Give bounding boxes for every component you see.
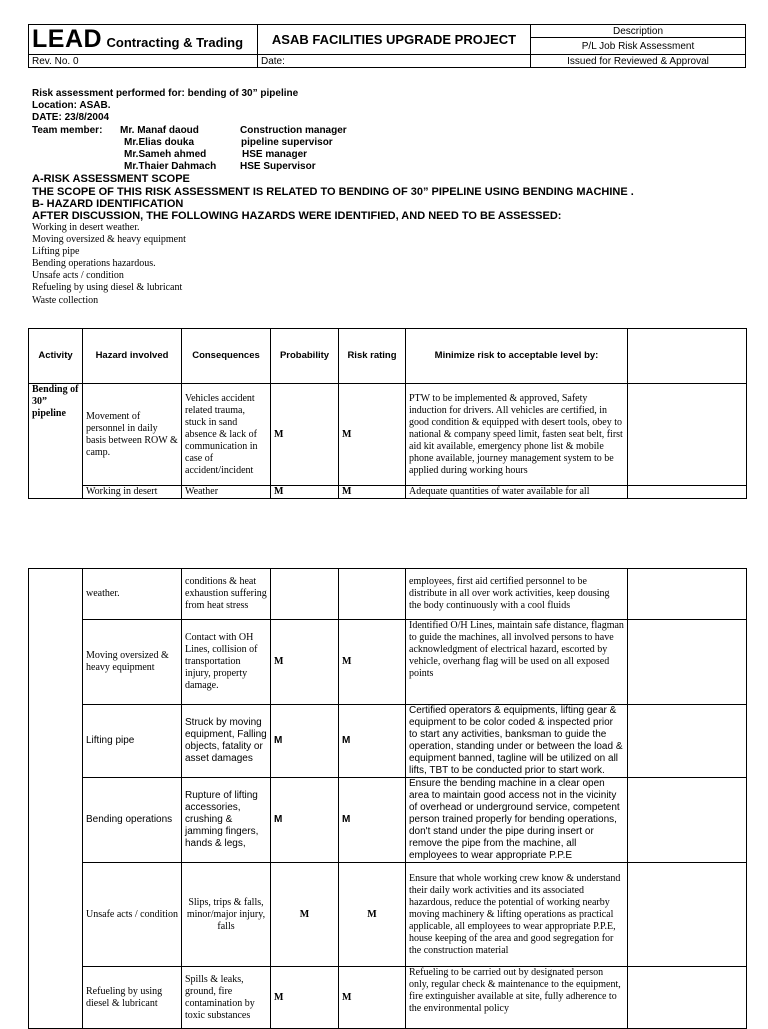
mitigation-cell: Ensure the bending machine in a clear open area to maintain good access not in the vicinity of overhead or underground service, competent person trained properly for bending operations, don't stand under the pipe during insert or remove the pipe from the machine, all employees to wear appropriate P.P.E: [406, 778, 628, 863]
risk-rating-cell: M: [339, 863, 406, 967]
hazard-item: Working in desert weather.: [32, 222, 140, 233]
consequence-cell: Struck by moving equipment, Falling objects, fatality or asset damages: [182, 705, 271, 778]
probability-cell: M: [271, 705, 339, 778]
hazard-item: Lifting pipe: [32, 246, 80, 258]
hazard-intro: AFTER DISCUSSION, THE FOLLOWING HAZARDS WERE IDENTIFIED, AND NEED TO BE ASSESSED:: [32, 210, 562, 223]
scope-heading: A-RISK ASSESSMENT SCOPE: [32, 173, 190, 186]
table-row: [29, 863, 747, 967]
hazard-item: Unsafe acts / condition: [32, 270, 124, 282]
team-member-role: HSE Supervisor: [240, 161, 316, 173]
team-member-name: Mr.Thaier Dahmach: [124, 161, 217, 173]
hazard-cell: Unsafe acts / condition: [83, 863, 182, 967]
team-label: Team member:: [32, 124, 103, 136]
empty-cell: [628, 620, 747, 705]
risk-table-part-1: [28, 328, 747, 499]
team-member-name: Mr.Elias douka: [124, 136, 195, 148]
performed-for: Risk assessment performed for: bending of 30” pipeline: [32, 88, 299, 99]
col-probability: Probability: [271, 329, 339, 384]
consequence-cell: Slips, trips & falls, minor/major injury, falls: [182, 863, 271, 967]
hazard-cell: weather.: [83, 569, 182, 620]
col-minimize: Minimize risk to acceptable level by:: [406, 329, 628, 384]
activity-cell: Bending of 30” pipeline: [29, 384, 83, 499]
table-row: [29, 778, 747, 863]
activity-cell-continued: [29, 569, 83, 1029]
team-member-row: [32, 161, 752, 173]
issue-status: Issued for Reviewed & Approval: [531, 55, 746, 68]
project-title: ASAB FACILITIES UPGRADE PROJECT: [258, 25, 531, 55]
table-row: [29, 620, 747, 705]
description-label: Description: [531, 25, 746, 38]
table-row: [29, 486, 747, 499]
mitigation-cell: employees, first aid certified personnel to be distribute in all over work activities, keep dousing the body continuously with a cool fluids: [406, 569, 628, 620]
company-logo-text: LEAD: [32, 25, 103, 53]
table-row: [29, 569, 747, 620]
revision-number: Rev. No. 0: [29, 55, 258, 68]
empty-cell: [628, 384, 747, 486]
table-row: [29, 705, 747, 778]
mitigation-cell: Refueling to be carried out by designated person only, regular check & maintenance to the equipment, fire extinguisher available at site, fully adherence to the environmental policy: [406, 967, 628, 1029]
hazard-cell: Lifting pipe: [83, 705, 182, 778]
consequence-cell: Rupture of lifting accessories, crushing & jamming fingers, hands & legs,: [182, 778, 271, 863]
assessment-intro: [32, 88, 752, 222]
hazard-item: Waste collection: [32, 294, 99, 306]
consequence-cell: Spills & leaks, ground, fire contamination by toxic substances: [182, 967, 271, 1029]
team-member-row: [32, 137, 752, 149]
risk-rating-cell: M: [339, 384, 406, 486]
team-member-role: Construction manager: [240, 124, 347, 136]
probability-cell: M: [271, 486, 339, 499]
mitigation-cell: Ensure that whole working crew know & understand their daily work activities and its associated hazardous, reduce the potential of working nearby moving machinery & lifting operations as practical applicable, all employees to wear appropriate P.P.E, house keeping of the area and good segregation for the construction material: [406, 863, 628, 967]
risk-rating-cell: M: [339, 705, 406, 778]
probability-cell: M: [271, 863, 339, 967]
consequence-cell: Weather: [182, 486, 271, 499]
col-consequences: Consequences: [182, 329, 271, 384]
mitigation-cell: Adequate quantities of water available for all: [406, 486, 628, 499]
table-header-row: [29, 329, 747, 384]
team-member-row: [32, 149, 752, 161]
consequence-cell: Vehicles accident related trauma, stuck in sand absence & lack of communication in case of accident/incident: [182, 384, 271, 486]
empty-cell: [628, 967, 747, 1029]
col-activity: Activity: [29, 329, 83, 384]
scope-text: THE SCOPE OF THIS RISK ASSESSMENT IS RELATED TO BENDING OF 30” PIPELINE USING BENDING MACHINE .: [32, 185, 634, 198]
risk-rating-cell: M: [339, 620, 406, 705]
probability-cell: M: [271, 778, 339, 863]
team-member-role: pipeline supervisor: [241, 136, 333, 148]
hazard-item: Moving oversized & heavy equipment: [32, 234, 186, 246]
empty-cell: [628, 863, 747, 967]
col-empty: [628, 329, 747, 384]
probability-cell: [271, 569, 339, 620]
col-hazard: Hazard involved: [83, 329, 182, 384]
risk-rating-cell: [339, 569, 406, 620]
risk-table-part-2: [28, 568, 747, 1029]
consequence-cell: conditions & heat exhaustion suffering from heat stress: [182, 569, 271, 620]
hazard-cell: Refueling by using diesel & lubricant: [83, 967, 182, 1029]
hazard-item: Bending operations hazardous.: [32, 258, 156, 270]
document-header: [28, 24, 746, 68]
risk-rating-cell: M: [339, 486, 406, 499]
hazard-cell: Bending operations: [83, 778, 182, 863]
consequence-cell: Contact with OH Lines, collision of transportation injury, property damage.: [182, 620, 271, 705]
description-value: P/L Job Risk Assessment: [531, 38, 746, 55]
probability-cell: M: [271, 384, 339, 486]
hazard-list: [32, 222, 186, 307]
risk-rating-cell: M: [339, 967, 406, 1029]
risk-rating-cell: M: [339, 778, 406, 863]
table-row: [29, 967, 747, 1029]
empty-cell: [628, 569, 747, 620]
col-risk-rating: Risk rating: [339, 329, 406, 384]
empty-cell: [628, 705, 747, 778]
hazard-item: Refueling by using diesel & lubricant: [32, 282, 183, 294]
hazard-heading: B- HAZARD IDENTIFICATION: [32, 197, 184, 210]
company-name-cell: [29, 25, 258, 55]
mitigation-cell: Identified O/H Lines, maintain safe distance, flagman to guide the machines, all involved persons to have acknowledgment of electrical hazard, escorted by vehicle, overhang flag will be used on all exposed points: [406, 620, 628, 705]
date-field: Date:: [258, 55, 531, 68]
team-member-row: [32, 125, 752, 137]
empty-cell: [628, 486, 747, 499]
hazard-cell: Moving oversized & heavy equipment: [83, 620, 182, 705]
team-member-name: Mr. Manaf daoud: [120, 124, 199, 136]
table-row: [29, 384, 747, 486]
mitigation-cell: PTW to be implemented & approved, Safety induction for drivers. All vehicles are certified, in good condition & equipped with desert tools, obey to national & company speed limit, fasten seat belt, first aid kit available, emergency phone list & mobile phone available, journey management system to be applied during working hours: [406, 384, 628, 486]
company-subtitle: Contracting & Trading: [106, 35, 244, 50]
team-member-role: HSE manager: [242, 149, 308, 161]
location: Location: ASAB.: [32, 100, 111, 112]
mitigation-cell: Certified operators & equipments, lifting gear & equipment to be color coded & inspected prior to start any activities, banksman to guide the operation, standing under or between the load & equipment banned, tagline will be utilized on all lifts, TBT to be conducted prior to start work.: [406, 705, 628, 778]
hazard-cell: Working in desert: [83, 486, 182, 499]
hazard-cell: Movement of personnel in daily basis between ROW & camp.: [83, 384, 182, 486]
empty-cell: [628, 778, 747, 863]
probability-cell: M: [271, 967, 339, 1029]
probability-cell: M: [271, 620, 339, 705]
assessment-date: DATE: 23/8/2004: [32, 112, 110, 124]
team-member-name: Mr.Sameh ahmed: [124, 149, 207, 161]
